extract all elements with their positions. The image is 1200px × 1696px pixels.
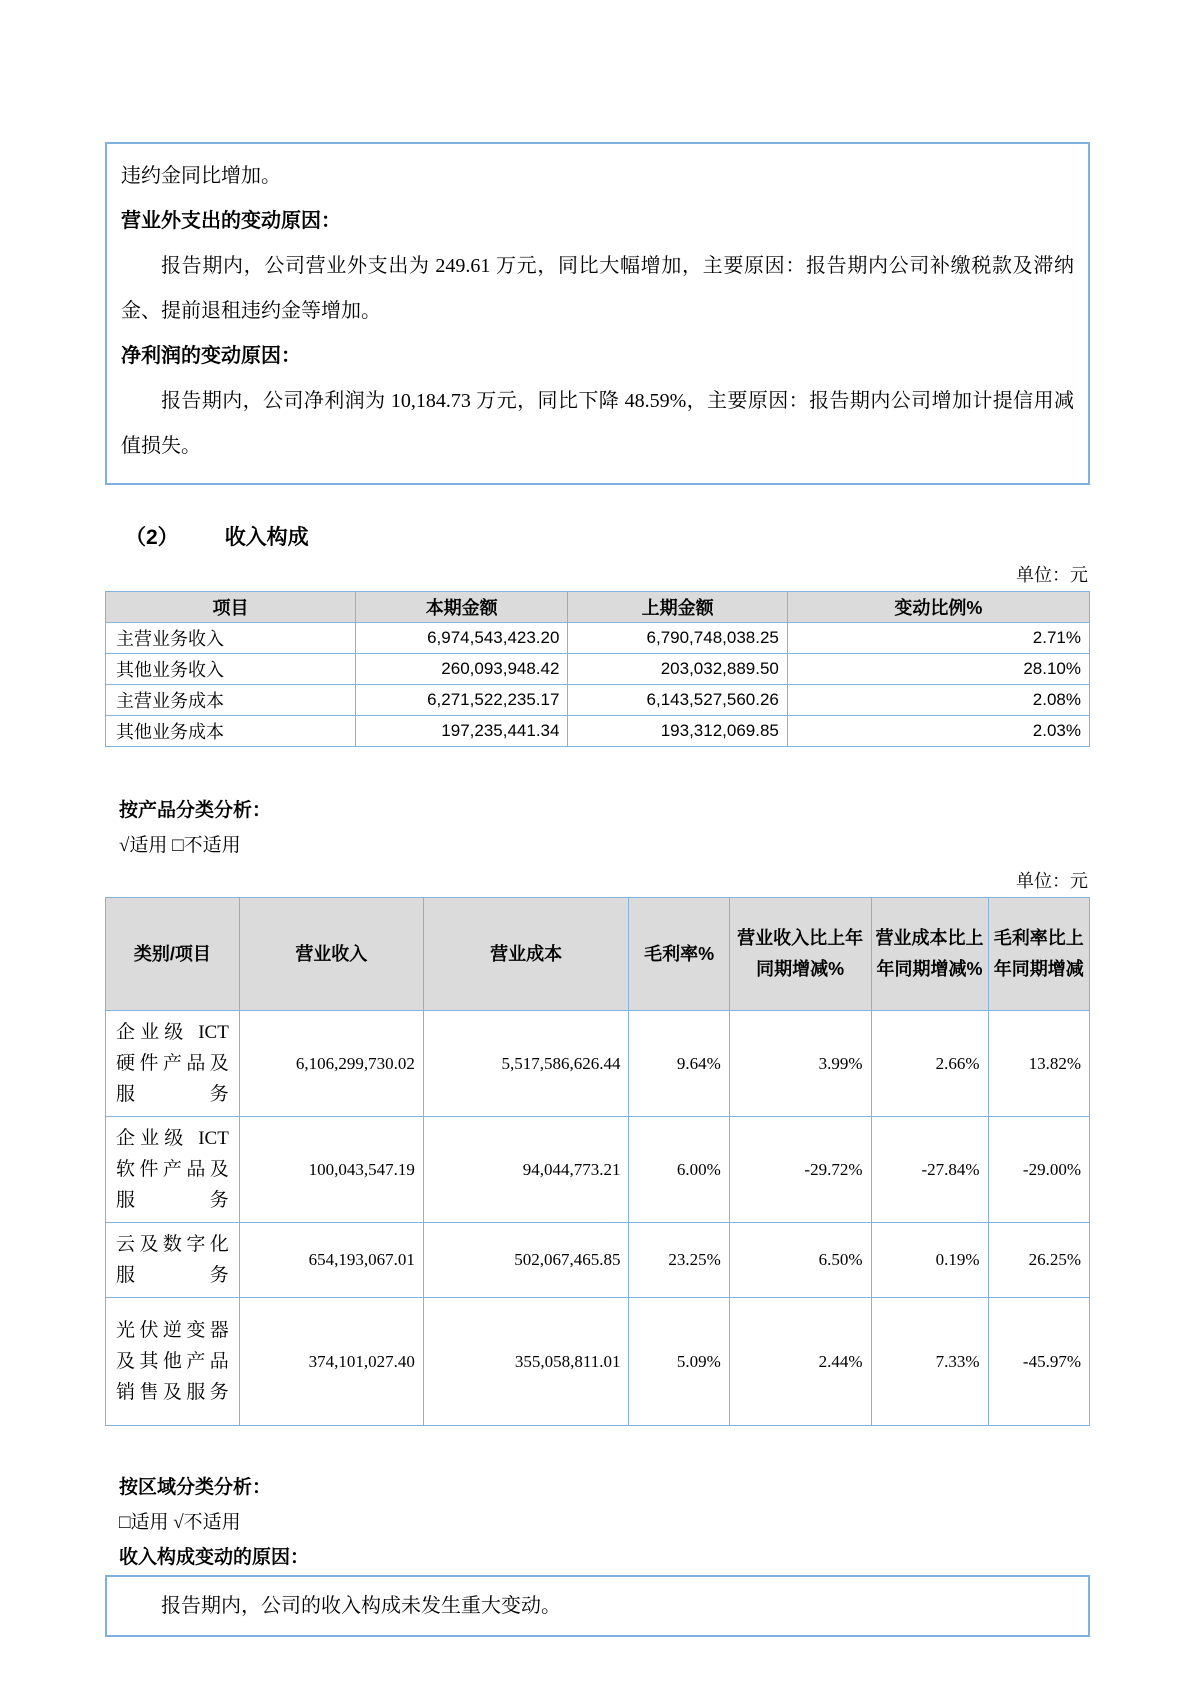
net-profit-paragraph: 报告期内，公司净利润为 10,184.73 万元，同比下降 48.59%，主要原因：报告期内公司增加计提信用减值损失。 xyxy=(121,390,1074,457)
product-row-margin-yoy: 26.25% xyxy=(988,1223,1089,1298)
unit-label-product-table: 单位：元 xyxy=(1016,871,1088,891)
income-row-current: 6,271,522,235.17 xyxy=(355,685,568,716)
product-row-category: 企业级 ICT 软件产品及服务 xyxy=(106,1117,240,1223)
product-row-cost: 5,517,586,626.44 xyxy=(423,1011,629,1117)
product-row-margin-yoy: -29.00% xyxy=(988,1117,1089,1223)
income-change-reason-box xyxy=(105,1575,1090,1637)
product-row-revenue: 654,193,067.01 xyxy=(239,1223,423,1298)
product-row-cost-yoy: 7.33% xyxy=(871,1298,988,1426)
income-row-current: 6,974,543,423.20 xyxy=(355,623,568,654)
income-row-change: 2.08% xyxy=(787,685,1089,716)
income-row-prior: 6,143,527,560.26 xyxy=(568,685,787,716)
unit-label-income-table: 单位：元 xyxy=(1016,565,1088,585)
product-row-revenue: 100,043,547.19 xyxy=(239,1117,423,1223)
income-row-current: 260,093,948.42 xyxy=(355,654,568,685)
income-table-header-row xyxy=(106,592,1090,623)
carryover-text: 违约金同比增加。 xyxy=(121,165,281,187)
product-header-cost: 营业成本 xyxy=(423,898,629,1011)
product-row-revenue: 374,101,027.40 xyxy=(239,1298,423,1426)
product-row-category: 光伏逆变器及其他产品销售及服务 xyxy=(106,1298,240,1426)
product-row-category: 企业级 ICT 硬件产品及服务 xyxy=(106,1011,240,1117)
income-header-item: 项目 xyxy=(106,592,356,623)
product-analysis-heading: 按产品分类分析： xyxy=(119,800,272,821)
product-row-cost: 94,044,773.21 xyxy=(423,1117,629,1223)
table-row xyxy=(106,654,1090,685)
income-header-current: 本期金额 xyxy=(355,592,568,623)
income-row-item: 其他业务成本 xyxy=(106,716,356,747)
non-operating-expense-paragraph: 报告期内，公司营业外支出为 249.61 万元，同比大幅增加，主要原因：报告期内公司补缴税款及滞纳金、提前退租违约金等增加。 xyxy=(121,255,1074,322)
product-row-revenue: 6,106,299,730.02 xyxy=(239,1011,423,1117)
product-header-category: 类别/项目 xyxy=(106,898,240,1011)
section-title: 收入构成 xyxy=(224,526,309,549)
income-row-current: 197,235,441.34 xyxy=(355,716,568,747)
income-header-prior: 上期金额 xyxy=(568,592,787,623)
non-operating-expense-heading: 营业外支出的变动原因： xyxy=(121,210,341,232)
product-applicability-line: √适用 □不适用 xyxy=(119,835,241,856)
table-row xyxy=(106,716,1090,747)
product-header-cost-yoy: 营业成本比上年同期增减% xyxy=(871,898,988,1011)
table-row xyxy=(106,1117,1090,1223)
page-content xyxy=(105,0,1090,1637)
product-row-cost-yoy: 0.19% xyxy=(871,1223,988,1298)
product-row-category: 云及数字化服务 xyxy=(106,1223,240,1298)
table-row xyxy=(106,1298,1090,1426)
table-row xyxy=(106,623,1090,654)
product-row-revenue-yoy: 2.44% xyxy=(729,1298,871,1426)
expense-profit-comment-box xyxy=(105,142,1090,485)
region-applicability-line: □适用 √不适用 xyxy=(119,1512,241,1533)
table-row xyxy=(106,1223,1090,1298)
income-change-reason-heading: 收入构成变动的原因： xyxy=(119,1547,310,1568)
region-analysis-block xyxy=(105,1472,1090,1569)
product-row-margin: 5.09% xyxy=(629,1298,729,1426)
income-row-change: 2.71% xyxy=(787,623,1089,654)
income-row-item: 主营业务成本 xyxy=(106,685,356,716)
income-row-item: 主营业务收入 xyxy=(106,623,356,654)
product-row-cost-yoy: -27.84% xyxy=(871,1117,988,1223)
income-row-prior: 193,312,069.85 xyxy=(568,716,787,747)
table-row xyxy=(106,685,1090,716)
product-table-header-row xyxy=(106,898,1090,1011)
income-row-change: 2.03% xyxy=(787,716,1089,747)
net-profit-heading: 净利润的变动原因： xyxy=(121,345,301,367)
product-row-cost: 355,058,811.01 xyxy=(423,1298,629,1426)
income-row-change: 28.10% xyxy=(787,654,1089,685)
product-row-margin: 6.00% xyxy=(629,1117,729,1223)
income-change-reason-text: 报告期内，公司的收入构成未发生重大变动。 xyxy=(161,1595,561,1617)
income-composition-table xyxy=(105,591,1090,747)
product-row-margin: 9.64% xyxy=(629,1011,729,1117)
product-row-cost-yoy: 2.66% xyxy=(871,1011,988,1117)
product-row-margin-yoy: 13.82% xyxy=(988,1011,1089,1117)
product-header-revenue-yoy: 营业收入比上年同期增减% xyxy=(729,898,871,1011)
region-analysis-heading: 按区域分类分析： xyxy=(119,1477,272,1498)
income-row-prior: 6,790,748,038.25 xyxy=(568,623,787,654)
table-row xyxy=(106,1011,1090,1117)
product-row-cost: 502,067,465.85 xyxy=(423,1223,629,1298)
product-category-table xyxy=(105,897,1090,1426)
income-row-item: 其他业务收入 xyxy=(106,654,356,685)
section-number: （2） xyxy=(125,526,179,549)
product-row-margin-yoy: -45.97% xyxy=(988,1298,1089,1426)
product-row-margin: 23.25% xyxy=(629,1223,729,1298)
product-header-margin-yoy: 毛利率比上年同期增减 xyxy=(988,898,1089,1011)
product-row-revenue-yoy: 3.99% xyxy=(729,1011,871,1117)
product-header-margin: 毛利率% xyxy=(629,898,729,1011)
product-header-revenue: 营业收入 xyxy=(239,898,423,1011)
income-row-prior: 203,032,889.50 xyxy=(568,654,787,685)
income-header-change: 变动比例% xyxy=(787,592,1089,623)
product-row-revenue-yoy: -29.72% xyxy=(729,1117,871,1223)
product-row-revenue-yoy: 6.50% xyxy=(729,1223,871,1298)
section-heading xyxy=(105,521,1090,551)
